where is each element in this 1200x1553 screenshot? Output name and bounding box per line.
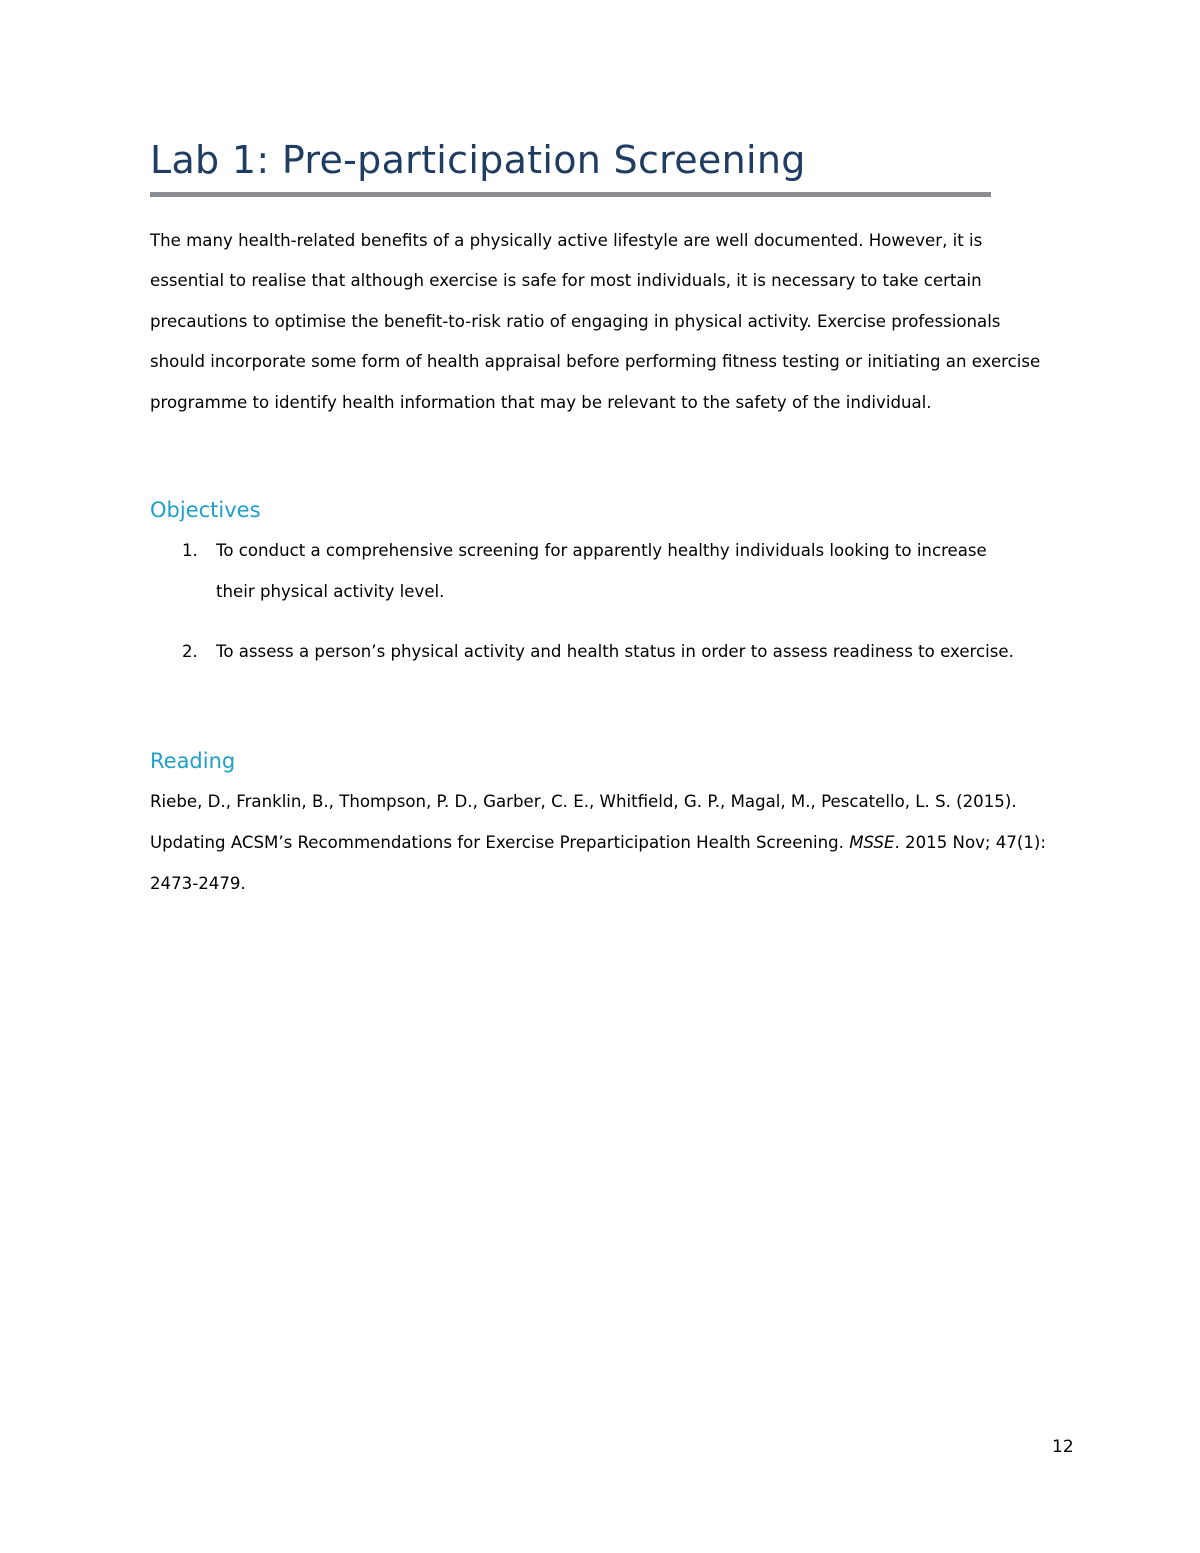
title-underline [150,192,991,197]
objective-number: 2. [182,642,198,661]
citation-authors-title: Riebe, D., Franklin, B., Thompson, P. D., Garber, C. E., Whitfield, G. P., Magal, M., Pescatello, L. S. (2015). Updating ACSM’s Recommendations for Exercise Preparticipation Health Screening. [150,792,1017,852]
reading-heading: Reading [150,749,236,773]
objectives-heading: Objectives [150,498,261,522]
page-number: 12 [1052,1437,1074,1457]
reading-citation [150,781,1060,904]
objective-number: 1. [182,541,198,560]
objective-text: To conduct a comprehensive screening for apparently healthy individuals looking to increase their physical activity level. [216,541,987,601]
page-title: Lab 1: Pre-participation Screening [150,138,806,182]
objective-text: To assess a person’s physical activity and health status in order to assess readiness to exercise. [216,642,1014,661]
intro-paragraph: The many health-related benefits of a physically active lifestyle are well documented. However, it is essential to realise that although exercise is safe for most individuals, it is necessary to take certain precautions to optimise the benefit-to-risk ratio of engaging in physical activity. Exercise professionals should incorporate some form of health appraisal before performing fitness testing or initiating an exercise programme to identify health information that may be relevant to the safety of the individual. [150,231,1041,412]
citation-journal: MSSE [849,833,895,852]
citation-details: . 2015 Nov; 47(1): 2473-2479. [150,833,1046,893]
